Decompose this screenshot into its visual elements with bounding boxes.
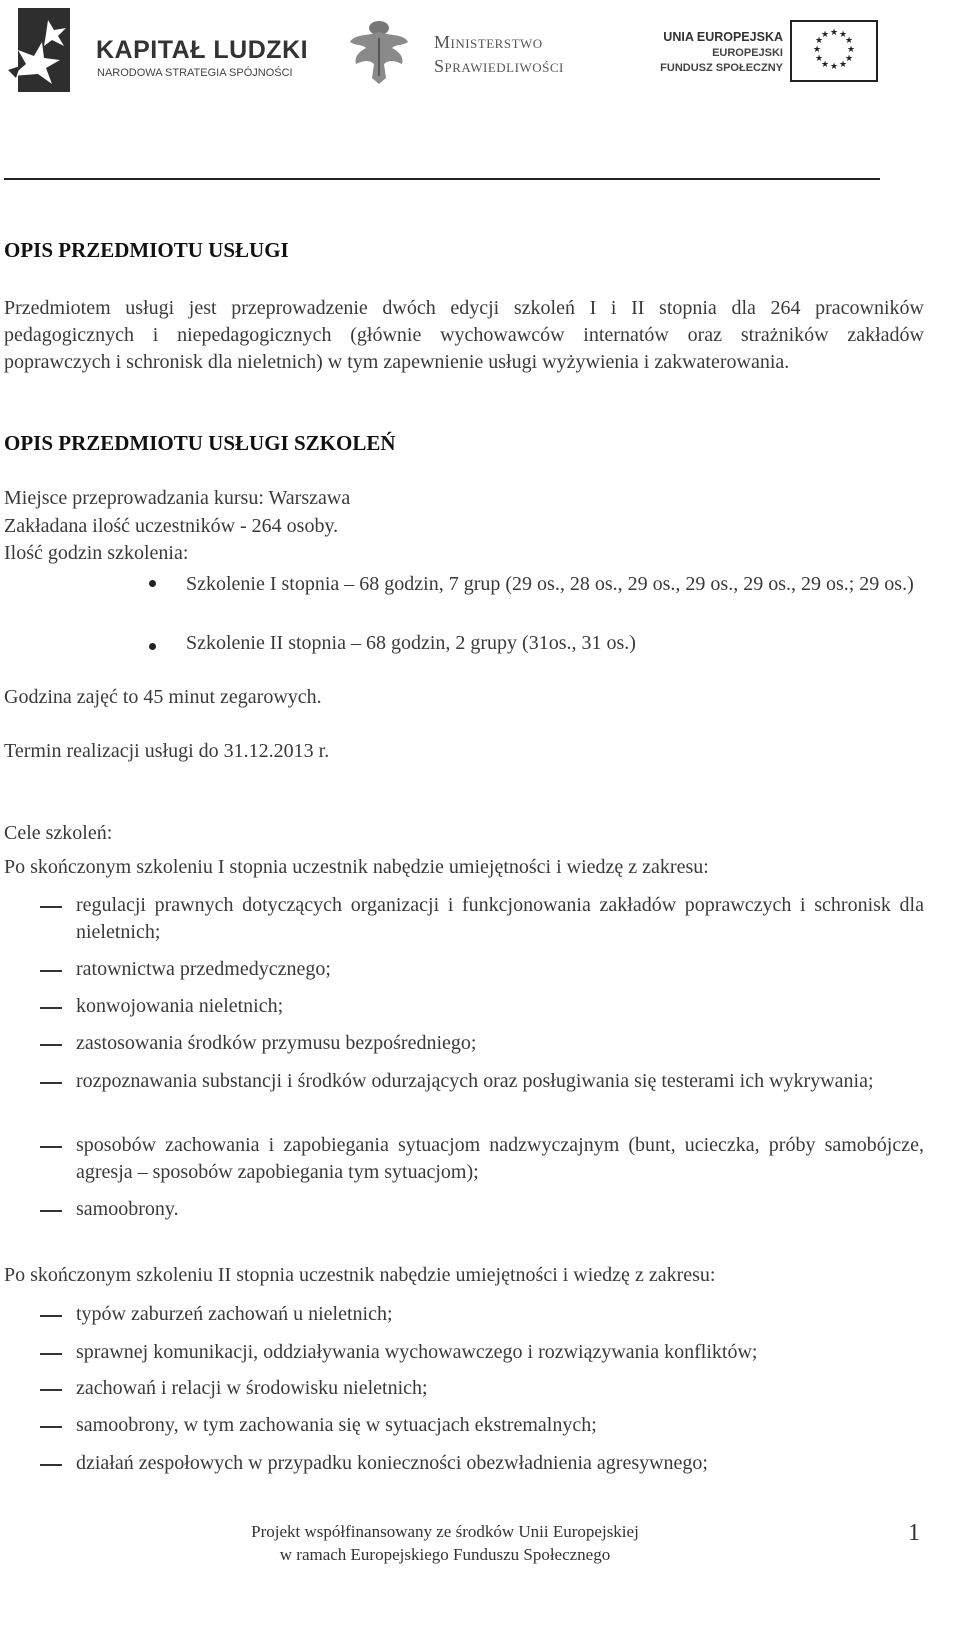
- header-divider: [4, 178, 880, 180]
- eagle-emblem-icon: [348, 18, 410, 86]
- level1-item-7: samoobrony.: [76, 1198, 179, 1220]
- heading-training-description: OPIS PRZEDMIOTU USŁUGI SZKOLEŃ: [4, 431, 396, 455]
- svg-text:★: ★: [820, 30, 830, 40]
- footer-line-1: Projekt współfinansowany ze środków Unii Europejskiej: [251, 1522, 639, 1541]
- eu-logo: [648, 20, 878, 86]
- footer-line-2: w ramach Europejskiego Funduszu Społecznego: [279, 1545, 611, 1564]
- dash-icon: [40, 1389, 62, 1391]
- footer-cofinancing-note: [190, 1520, 700, 1566]
- svg-text:★: ★: [838, 30, 848, 40]
- eu-fund-label-line1: EUROPEJSKI: [712, 47, 783, 59]
- kapital-ludzki-title: KAPITAŁ LUDZKI: [96, 36, 309, 64]
- deadline-line: Termin realizacji usługi do 31.12.2013 r.: [4, 740, 330, 762]
- eu-flag-icon: [790, 20, 878, 82]
- bullet-icon: [149, 643, 156, 650]
- svg-text:★: ★: [820, 60, 830, 70]
- svg-text:★: ★: [814, 54, 824, 64]
- level2-item-1: typów zaburzeń zachowań u nieletnich;: [76, 1303, 393, 1325]
- page-number: 1: [908, 1520, 920, 1546]
- intro-paragraph: Przedmiotem usługi jest przeprowadzenie dwóch edycji szkoleń I i II stopnia dla 264 pracowników pedagogicznych i niepedagogicznych (głównie wychowawców internatów oraz strażników zakładów poprawczych i schronisk dla nieletnich) w tym zapewnienie usługi wyżywienia i zakwaterowania.: [4, 297, 924, 373]
- dash-icon: [40, 1146, 62, 1148]
- class-hour-line: Godzina zajęć to 45 minut zegarowych.: [4, 686, 322, 708]
- level1-item-3: konwojowania nieletnich;: [76, 995, 284, 1017]
- bullet-icon: [149, 580, 156, 587]
- dash-icon: [40, 1464, 62, 1466]
- ministry-logo: [360, 18, 600, 88]
- location-line: Miejsce przeprowadzania kursu: Warszawa: [4, 487, 351, 509]
- dash-icon: [40, 1044, 62, 1046]
- svg-text:★: ★: [844, 36, 854, 46]
- svg-text:★: ★: [812, 45, 822, 55]
- svg-text:★: ★: [829, 28, 839, 38]
- svg-text:★: ★: [838, 60, 848, 70]
- level1-intro: Po skończonym szkoleniu I stopnia uczestnik nabędzie umiejętności i wiedzę z zakresu:: [4, 856, 709, 878]
- ministry-name-line1: Ministerstwo: [434, 32, 543, 52]
- goals-label: Cele szkoleń:: [4, 822, 113, 844]
- kapital-ludzki-logo: [8, 6, 308, 98]
- eu-union-label: UNIA EUROPEJSKA: [663, 30, 783, 44]
- level2-item-4: samoobrony, w tym zachowania się w sytuacjach ekstremalnych;: [76, 1414, 597, 1436]
- dash-icon: [40, 1315, 62, 1317]
- level2-intro: Po skończonym szkoleniu II stopnia uczestnik nabędzie umiejętności i wiedzę z zakresu:: [4, 1264, 716, 1286]
- svg-text:★: ★: [846, 45, 856, 55]
- eu-fund-label-line2: FUNDUSZ SPOŁECZNY: [660, 62, 783, 74]
- dash-icon: [40, 1082, 62, 1084]
- level1-item-2: ratownictwa przedmedycznego;: [76, 958, 331, 980]
- kapital-ludzki-star-icon: [8, 6, 78, 98]
- dash-icon: [40, 970, 62, 972]
- hours-label: Ilość godzin szkolenia:: [4, 542, 189, 564]
- heading-service-description: OPIS PRZEDMIOTU USŁUGI: [4, 238, 289, 262]
- dash-icon: [40, 1007, 62, 1009]
- level1-item-5: rozpoznawania substancji i środków odurzających oraz posługiwania się testerami ich wykrywania;: [76, 1070, 874, 1092]
- level2-item-5: działań zespołowych w przypadku konieczności obezwładnienia agresywnego;: [76, 1452, 708, 1474]
- level1-item-6: sposobów zachowania i zapobiegania sytuacjom nadzwyczajnym (bunt, ucieczka, próby samobójcze, agresja – sposobów zapobiegania tym sytuacjom);: [76, 1134, 924, 1183]
- kapital-ludzki-subtitle: NARODOWA STRATEGIA SPÓJNOŚCI: [97, 67, 293, 79]
- dash-icon: [40, 1426, 62, 1428]
- ministry-name-line2: Sprawiedliwości: [434, 56, 564, 76]
- dash-icon: [40, 906, 62, 908]
- hours-item-1: Szkolenie I stopnia – 68 godzin, 7 grup (29 os., 28 os., 29 os., 29 os., 29 os., 29 os.; 29 os.): [186, 573, 914, 595]
- dash-icon: [40, 1353, 62, 1355]
- level1-item-1: regulacji prawnych dotyczących organizacji i funkcjonowania zakładów poprawczych i schronisk dla nieletnich;: [76, 894, 924, 943]
- participants-line: Zakładana ilość uczestników - 264 osoby.: [4, 515, 339, 537]
- svg-text:★: ★: [844, 54, 854, 64]
- svg-text:★: ★: [829, 62, 839, 72]
- dash-icon: [40, 1210, 62, 1212]
- level2-item-2: sprawnej komunikacji, oddziaływania wychowawczego i rozwiązywania konfliktów;: [76, 1341, 758, 1363]
- level1-item-4: zastosowania środków przymusu bezpośredniego;: [76, 1032, 477, 1054]
- level2-item-3: zachowań i relacji w środowisku nieletnich;: [76, 1377, 428, 1399]
- svg-text:★: ★: [814, 36, 824, 46]
- hours-item-2: Szkolenie II stopnia – 68 godzin, 2 grupy (31os., 31 os.): [186, 632, 636, 654]
